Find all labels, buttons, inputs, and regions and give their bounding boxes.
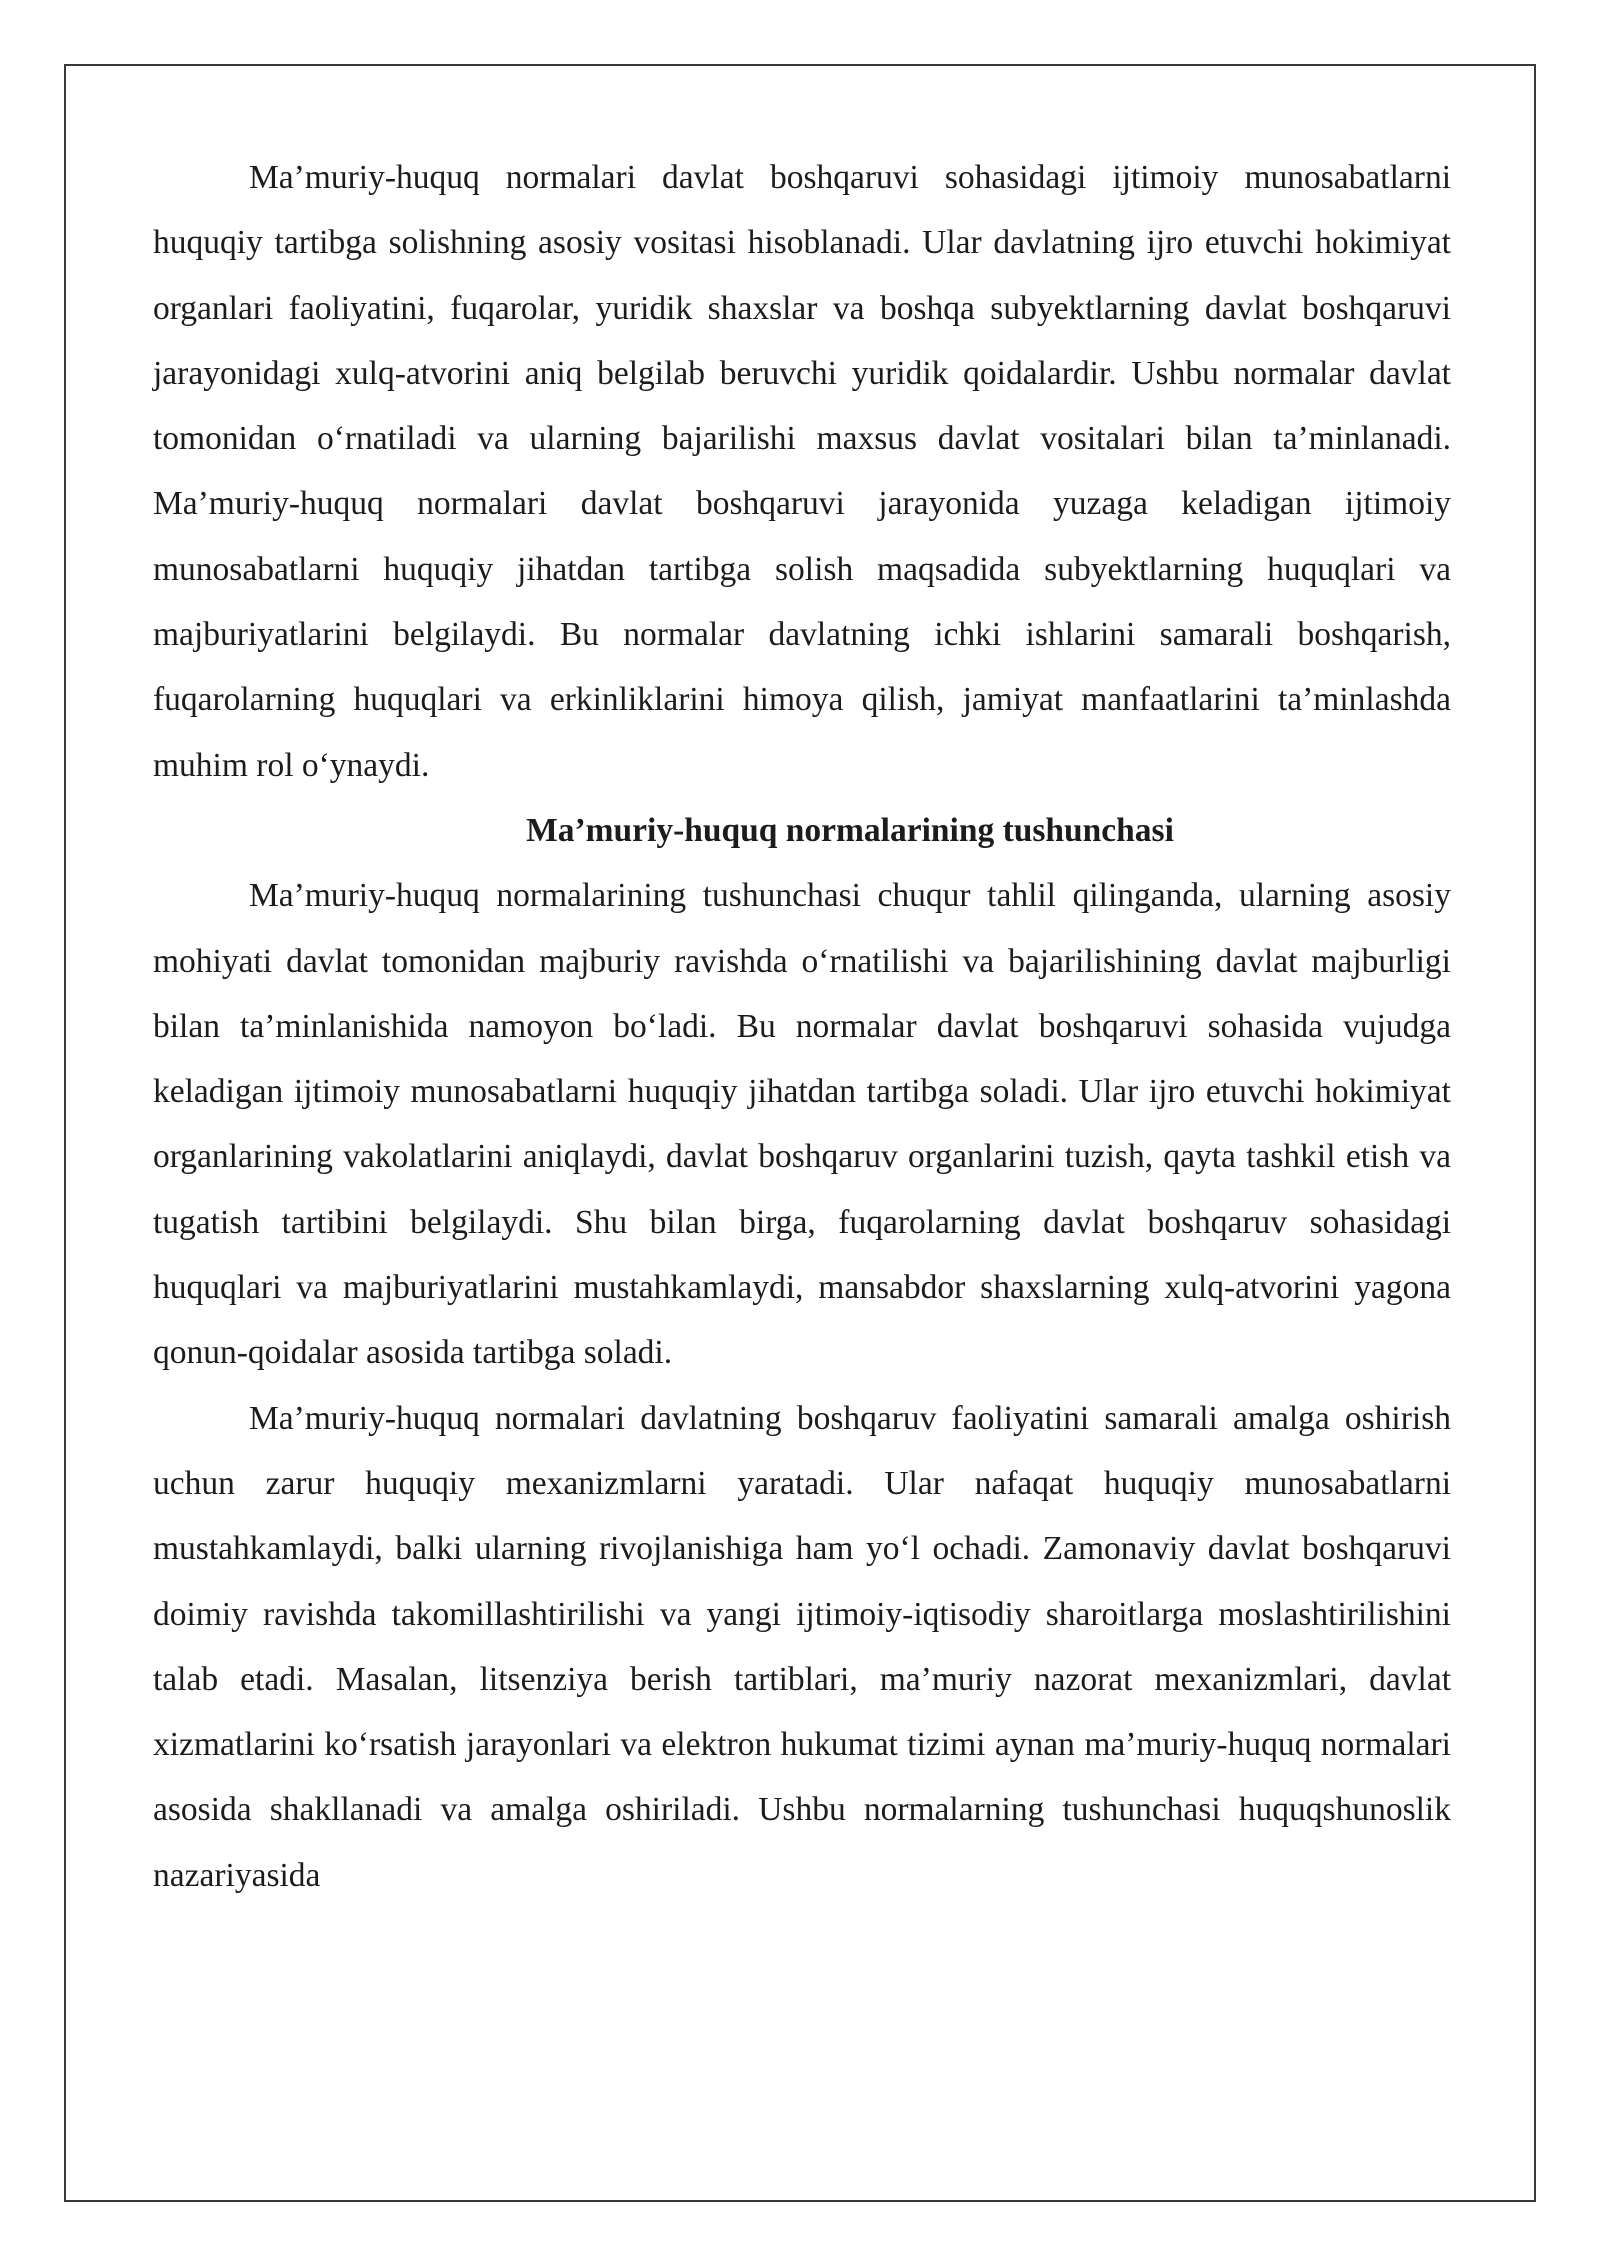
section-paragraph-2: Ma’muriy-huquq normalari davlatning boshqaruv faoliyatini samarali amalga oshirish uchun zarur huquqiy mexanizmlarni yaratadi. Ular nafaqat huquqiy munosabatlarni mustahkamlaydi, balki ularning rivojlanishiga ham yo‘l ochadi. Zamonaviy davlat boshqaruvi doimiy ravishda takomillashtirilishi va yangi ijtimoiy-iqtisodiy sharoitlarga moslashtirilishini talab etadi. Masalan, litsenziya berish tartiblari, ma’muriy nazorat mexanizmlari, davlat xizmatlarini ko‘rsatish jarayonlari va elektron hukumat tizimi aynan ma’muriy-huquq normalari asosida shakllanadi va amalga oshiriladi. Ushbu normalarning tushunchasi huquqshunoslik nazariyasida	[153, 1399, 1451, 1894]
intro-paragraph: Ma’muriy-huquq normalari davlat boshqaruvi sohasidagi ijtimoiy munosabatlarni huquqiy tartibga solishning asosiy vositasi hisoblanadi. Ular davlatning ijro etuvchi hokimiyat organlari faoliyatini, fuqarolar, yuridik shaxslar va boshqa subyektlarning davlat boshqaruvi jarayonidagi xulq-atvorini aniq belgilab beruvchi yuridik qoidalardir. Ushbu normalar davlat tomonidan o‘rnatiladi va ularning bajarilishi maxsus davlat vositalari bilan ta’minlanadi. Ma’muriy-huquq normalari davlat boshqaruvi jarayonida yuzaga keladigan ijtimoiy munosabatlarni huquqiy jihatdan tartibga solish maqsadida subyektlarning huquqlari va majburiyatlarini belgilaydi. Bu normalar davlatning ichki ishlarini samarali boshqarish, fuqarolarning huquqlari va erkinliklarini himoya qilish, jamiyat manfaatlarini ta’minlashda muhim rol o‘ynaydi.	[153, 159, 1451, 784]
section-paragraph-1: Ma’muriy-huquq normalarining tushunchasi chuqur tahlil qilinganda, ularning asosiy mohiyati davlat tomonidan majburiy ravishda o‘rnatilishi va bajarilishining davlat majburligi bilan ta’minlanishida namoyon bo‘ladi. Bu normalar davlat boshqaruvi sohasida vujudga keladigan ijtimoiy munosabatlarni huquqiy jihatdan tartibga soladi. Ular ijro etuvchi hokimiyat organlarining vakolatlarini aniqlaydi, davlat boshqaruv organlarini tuzish, qayta tashkil etish va tugatish tartibini belgilaydi. Shu bilan birga, fuqarolarning davlat boshqaruv sohasidagi huquqlari va majburiyatlarini mustahkamlaydi, mansabdor shaxslarning xulq-atvorini yagona qonun-qoidalar asosida tartibga soladi.	[153, 877, 1451, 1372]
document-body	[153, 145, 1451, 1908]
section-heading: Ma’muriy-huquq normalarining tushunchasi	[526, 811, 1174, 849]
